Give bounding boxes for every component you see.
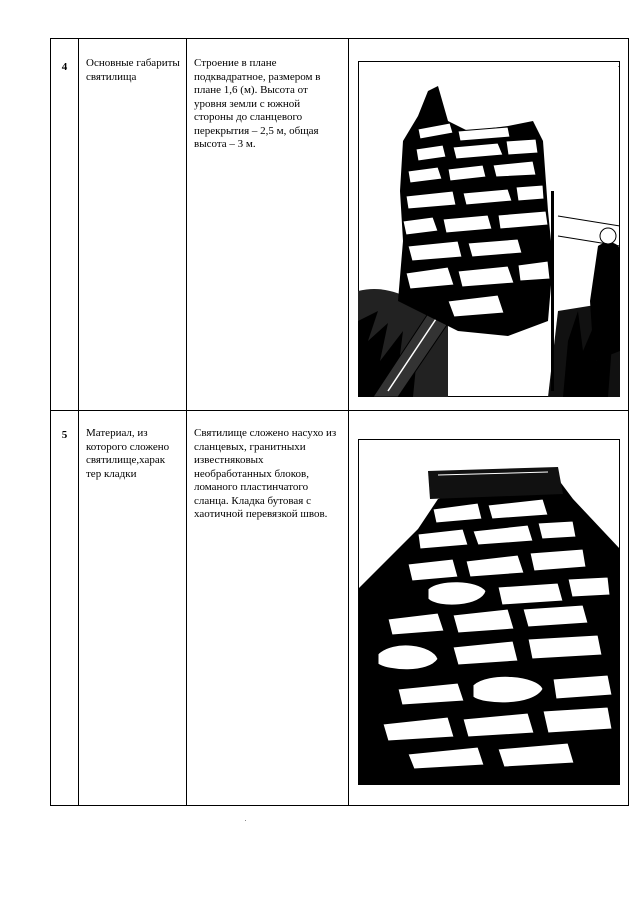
table-row [51,411,629,806]
description-table [50,38,629,806]
table-row [51,39,629,411]
scan-speck [618,66,619,67]
stone-masonry-photo [358,439,620,785]
scan-speck [245,820,246,821]
row-number: 4 [51,39,79,411]
photo-cell [349,411,629,806]
row-number: 5 [51,411,79,806]
row-label: Основные габариты святилища [79,39,187,411]
row-description: Святилище сложено насухо из сланцевых, гранитныхи известняковых необработанных блоков, ломаного пластинчатого сланца. Кладка бутовая с хаотичной перевязкой швов. [187,411,349,806]
stone-shrine-photo [358,61,620,397]
photo-cell [349,39,629,411]
row-description: Строение в плане подквадратное, размером в плане 1,6 (м). Высота от уровня земли с южной стороны до сланцевого перекрытия – 2,5 м, общая высота – 3 м. [187,39,349,411]
row-label: Материал, из которого сложено святилище,харак тер кладки [79,411,187,806]
